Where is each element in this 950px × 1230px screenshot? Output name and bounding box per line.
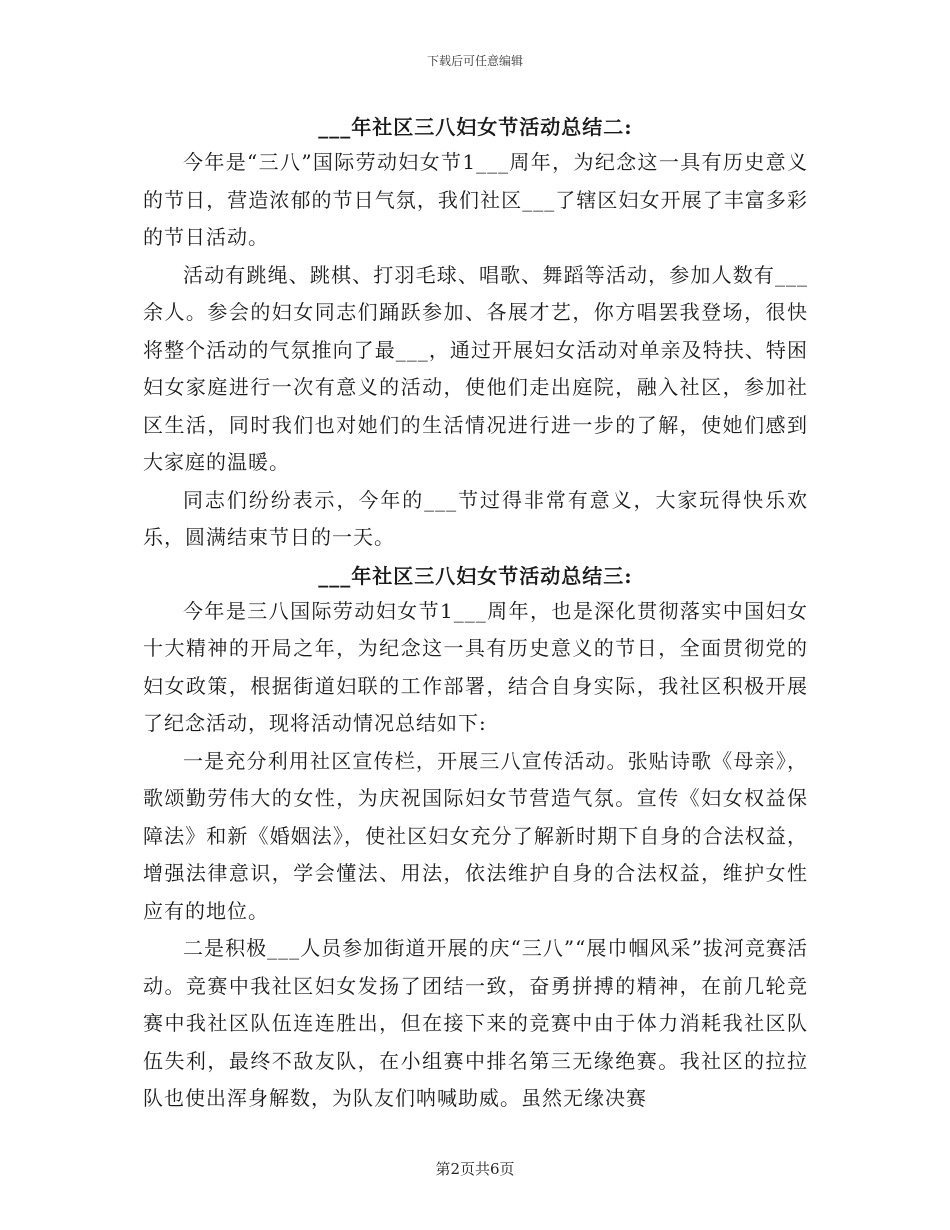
section3-paragraph-1: 今年是三八国际劳动妇女节1___周年，也是深化贯彻落实中国妇女十大精神的开局之年，为纪念这一具有历史意义的节日，全面贯彻党的妇女政策，根据街道妇联的工作部署，结合自身实际，我社区积极开展了纪念活动，现将活动情况总结如下: bbox=[143, 598, 808, 735]
section-title-3: ___年社区三八妇女节活动总结三: bbox=[318, 563, 633, 588]
page-footer: 第2页共6页 bbox=[435, 1160, 515, 1178]
section3-paragraph-3: 二是积极___人员参加街道开展的庆“三八”“展巾帼风采”拔河竞赛活动。竞赛中我社区妇女发扬了团结一致，奋勇拼搏的精神，在前几轮竞赛中我社区队伍连连胜出，但在接下来的竞赛中由于体力消耗我社区队伍失利，最终不敌友队，在小组赛中排名第三无缘绝赛。我社区的拉拉队也使出浑身解数，为队友们呐喊助威。虽然无缘决赛 bbox=[143, 936, 808, 1110]
section2-paragraph-3: 同志们纷纷表示，今年的___节过得非常有意义，大家玩得快乐欢乐，圆满结束节日的一天。 bbox=[143, 487, 808, 549]
section2-paragraph-1: 今年是“三八”国际劳动妇女节1___周年，为纪念这一具有历史意义的节日，营造浓郁的节日气氛，我们社区___了辖区妇女开展了丰富多彩的节日活动。 bbox=[143, 150, 808, 249]
section3-paragraph-2: 一是充分利用社区宣传栏，开展三八宣传活动。张贴诗歌《母亲》，歌颂勤劳伟大的女性，为庆祝国际妇女节营造气氛。宣传《妇女权益保障法》和新《婚姻法》，使社区妇女充分了解新时期下自身的合法权益，增强法律意识，学会懂法、用法，依法维护自身的合法权益，维护女性应有的地位。 bbox=[143, 748, 808, 923]
section-title-2: ___年社区三八妇女节活动总结二: bbox=[318, 115, 633, 139]
document-body bbox=[143, 110, 808, 1118]
section2-paragraph-2: 活动有跳绳、跳棋、打羽毛球、唱歌、舞蹈等活动，参加人数有___余人。参会的妇女同志们踊跃参加、各展才艺，你方唱罢我登场，很快将整个活动的气氛推向了最___，通过开展妇女活动对单亲及特扶、特困妇女家庭进行一次有意义的活动，使他们走出庭院，融入社区，参加社区生活，同时我们也对她们的生活情况进行进一步的了解，使她们感到大家庭的温暖。 bbox=[143, 262, 808, 474]
page-header: 下载后可任意编辑 bbox=[426, 54, 523, 68]
